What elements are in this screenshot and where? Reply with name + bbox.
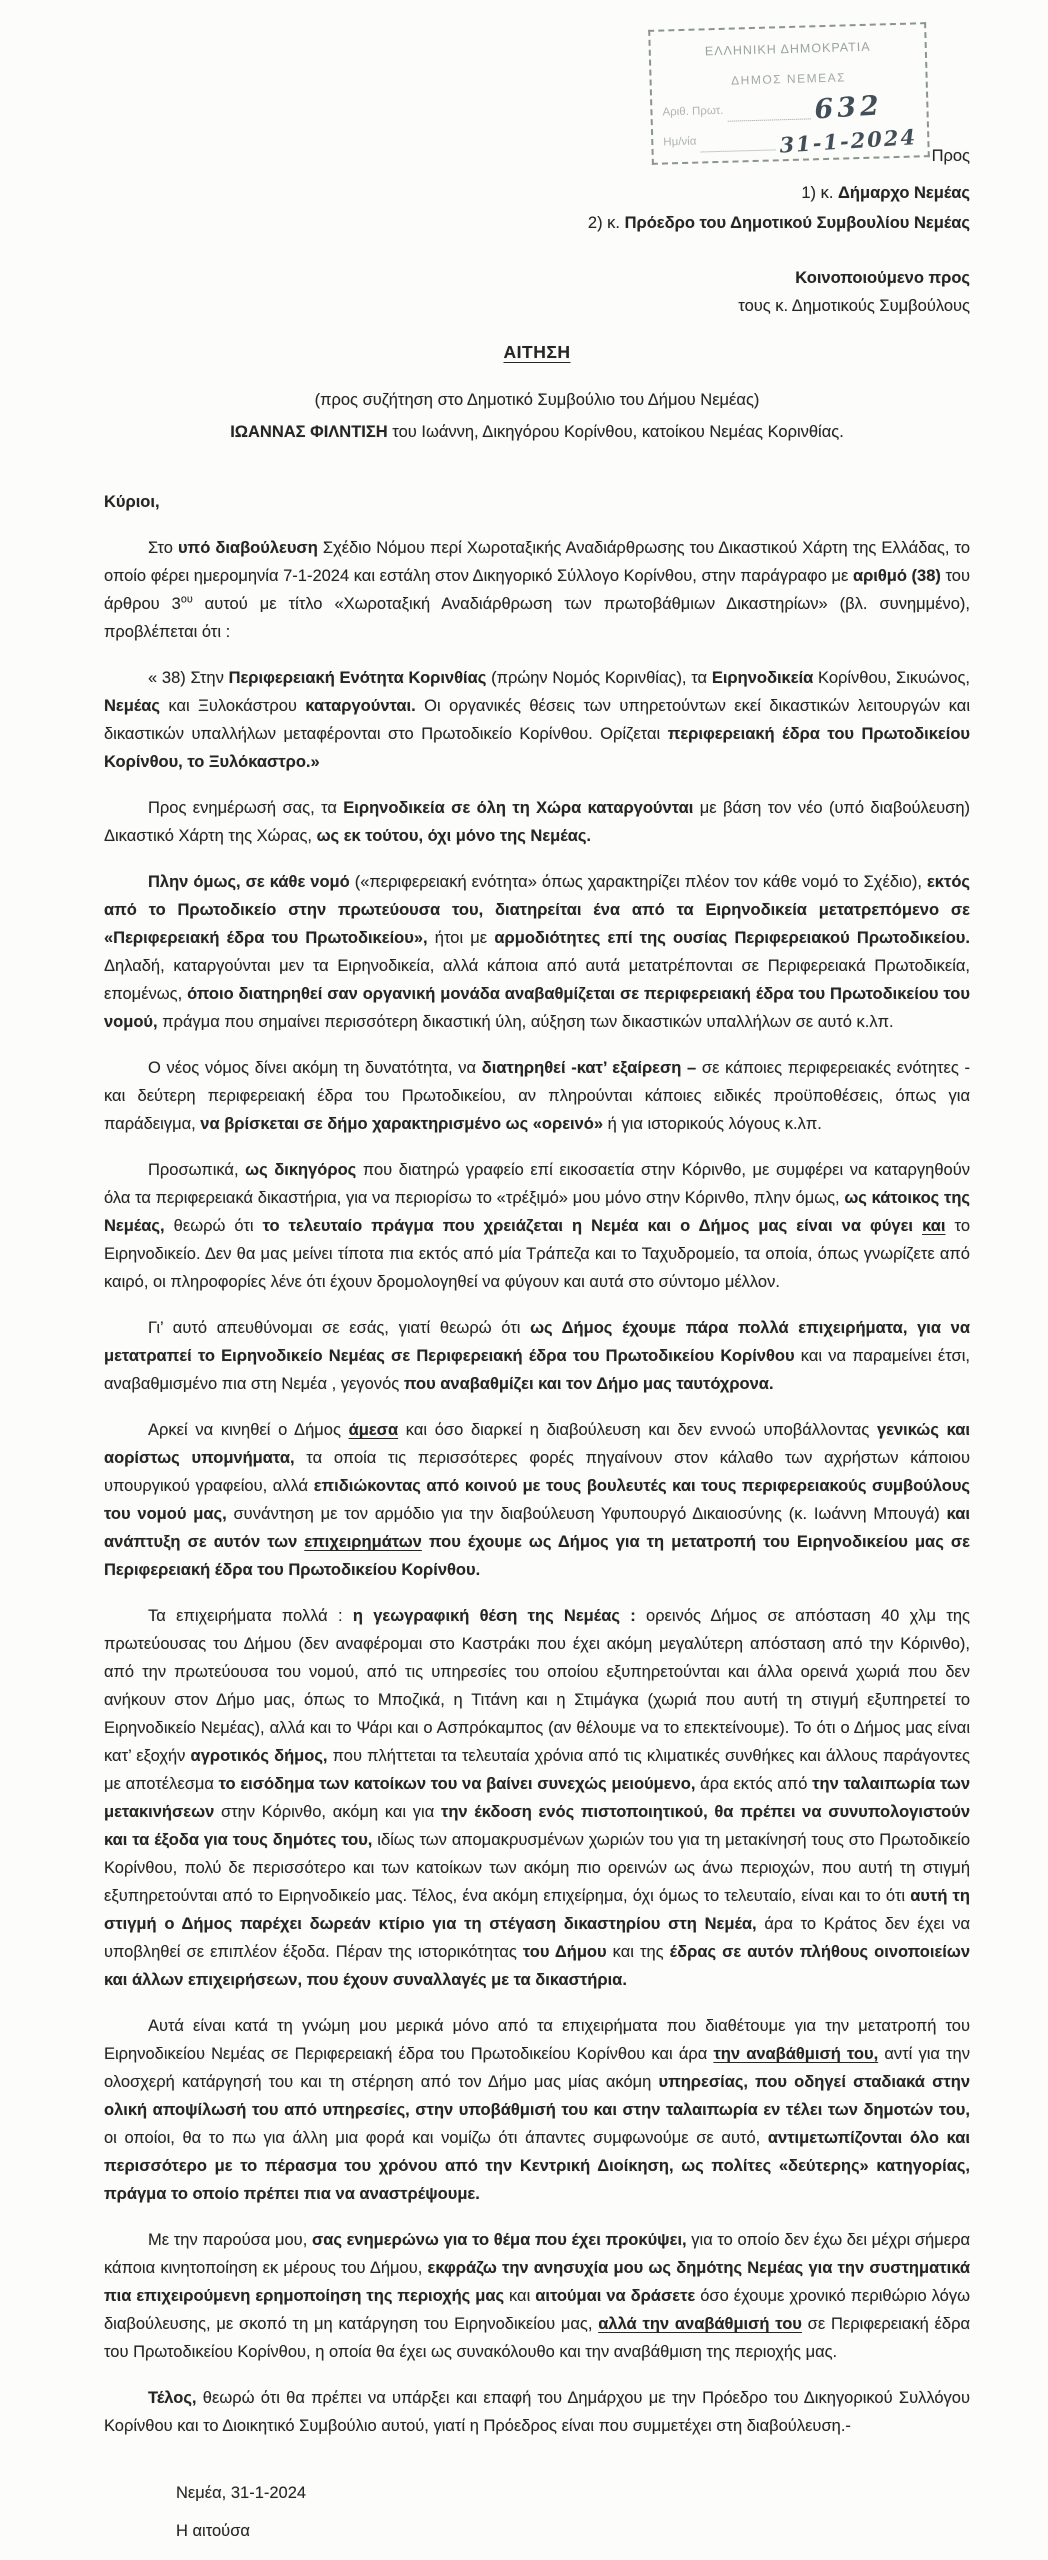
text-segment: το εισόδημα των κατοίκων του να βαίνει συνεχώς μειούμενο, [218, 1775, 696, 1793]
text-segment: Κορίνθου, Σικυώνος, [813, 669, 970, 687]
text-segment: την έκδοση ενός πιστοποιητικού, θα πρέπει να συνυπολογιστούν και τα έξοδα για τους δημότες του, [104, 1803, 970, 1849]
text-segment: Προς ενημέρωσή σας, τα [148, 799, 344, 817]
text-segment: Τα επιχειρήματα πολλά : [148, 1607, 353, 1625]
text-segment: άμεσα [348, 1421, 399, 1439]
text-segment: Αρκεί να κινηθεί ο Δήμος [148, 1421, 349, 1439]
text-segment: για το οποίο δεν έχω δει μέχρι σήμερα κάποια κινητοποίηση εκ μέρους του Δήμου, [104, 2231, 971, 2277]
text-segment: ου [180, 593, 193, 606]
text-segment: όσο έχουμε χρονικό περιθώριο λόγω διαβούλευσης, με σκοπό τη μη κατάργηση του Ειρηνοδικείου μας, [104, 2287, 970, 2333]
applicant-line [104, 418, 970, 446]
cc-recipients: τους κ. Δημοτικούς Συμβούλους [738, 297, 970, 315]
text-segment: Με την παρούσα μου, [148, 2231, 312, 2249]
text-segment: και ανάπτυξη σε αυτόν των [104, 1505, 970, 1551]
text-segment: θεωρώ ότι [164, 1217, 263, 1235]
text-segment: και Ξυλοκάστρου [160, 697, 306, 715]
text-segment: Πρόεδρο του Δημοτικού Συμβουλίου Νεμέας [624, 214, 970, 232]
text-segment: Αυτά είναι κατά τη γνώμη μου μερικά μόνο από τα επιχειρήματα που διαθέτουμε για την μετατροπή του Ειρηνοδικείου Νεμέας σε Περιφερειακή έδρα του Πρωτοδικείου Κορίνθου και άρα [104, 2017, 970, 2063]
text-segment: Δήμαρχο Νεμέας [838, 184, 970, 202]
stamp-protocol-label: Αριθ. Πρωτ. [662, 104, 724, 119]
text-segment: υπηρεσίας, που οδηγεί σταδιακά στην ολική αποψίλωσή του από υπηρεσίες, στην υποβάθμισή του και στην ταλαιπωρία εν τέλει των δημοτών του, [104, 2073, 970, 2119]
text-segment: τα οποία τις περισσότερες φορές πηγαίνουν στον κάλαθο των αχρήστων κάποιου υπουργικού γραφείου, αλλά [104, 1449, 970, 1495]
stamp-date-handwritten: 31-1-2024 [778, 124, 918, 158]
text-segment: γενικώς και αορίστως υπομνήματα, [104, 1421, 971, 1467]
text-segment: σας ενημερώνω για το θέμα που έχει προκύψει, [311, 2231, 687, 2249]
text-segment: το Ειρηνοδικείο. Δεν θα μας μείνει τίποτα πια εκτός από μία Τράπεζα και το Ταχυδρομείο, τα οποία, όπως γνωρίζετε από καιρό, οι πληροφορίες λένε ότι έχουν δρομολογηθεί να φύγουν και αυτά στο σύντομο μέλλον. [104, 1217, 971, 1291]
closing-signature-name [176, 2550, 970, 2560]
text-segment: («περιφερειακή ενότητα» όπως χαρακτηρίζει πλέον τον κάθε νομό το Σχέδιο), [349, 873, 927, 891]
text-segment: ως εκ τούτου, όχι μόνο της Νεμέας. [316, 827, 592, 845]
text-segment: και [922, 1217, 946, 1235]
paragraph-draft-law [104, 534, 970, 646]
paragraph-quote-article-38 [104, 664, 970, 776]
text-segment: με βάση τον νέο (υπό διαβούλευση) Δικαστικό Χάρτη της Χώρας, [104, 799, 970, 845]
text-segment: αυτού με τίτλο «Χωροταξική Αναδιάρθρωση των πρωτοβάθμιων Δικαστηρίων» (βλ. συνημμένο), προβλέπεται ότι : [104, 595, 970, 641]
text-segment: Ο νέος νόμος δίνει ακόμη τη δυνατότητα, να [148, 1059, 482, 1077]
text-segment: του Ιωάννη, Δικηγόρου Κορίνθου, κατοίκου Νεμέας Κορινθίας. [387, 423, 844, 441]
text-segment: αγροτικός δήμος, [190, 1747, 328, 1765]
text-segment: αιτούμαι να δράσετε [535, 2287, 696, 2305]
text-segment: 2) κ. [587, 214, 625, 232]
text-segment: ήτοι με [427, 929, 495, 947]
text-segment: στην Κόρινθο, ακόμη και για [214, 1803, 441, 1821]
text-segment: (πρώην Νομός Κορινθίας), τα [486, 669, 712, 687]
paragraph-regional-seat [104, 868, 970, 1036]
registry-stamp [648, 22, 930, 165]
text-segment: αυτή τη στιγμή ο Δήμος παρέχει δωρεάν κτίριο για τη στέγαση δικαστηρίου στη Νεμέα, [104, 1887, 970, 1933]
text-segment: ως κάτοικος της Νεμέας, [104, 1189, 970, 1235]
text-segment: άρα το Κράτος δεν έχει να υποβληθεί σε επιπλέον έξοδα. Πέραν της ιστορικότητας [104, 1915, 971, 1961]
closing-place-date: Νεμέα, 31-1-2024 [176, 2484, 307, 2502]
text-segment: ορεινός Δήμος σε απόσταση 40 χλμ της πρωτεύουσας του Δήμου (δεν αναφέρομαι στο Καστράκι που έχει ακόμη μεγαλύτερη απόσταση από την Κόρινθο), από την πρωτεύουσα του νομού, από τις υπηρεσίες του οποίου εξυπηρετούνται και άλλα ορεινά χωριά που δεν ανήκουν στον Δήμο μας, όπως το Μποζικά, η Τιτάνη και η Στιμάγκα (χωριά που αυτή τη στιγμή εξυπηρετεί το Ειρηνοδικείο Νεμέας), αλλά και το Ψάρι και ο Ασπρόκαμπος (αν θέλουμε να το επεκτείνουμε). Το ότι ο Δήμος μας είναι κατ’ εξοχήν [104, 1607, 970, 1765]
text-segment: περιφερειακή έδρα του Πρωτοδικείου Κορίνθου, το Ξυλόκαστρο.» [104, 725, 970, 771]
text-segment: του άρθρου 3 [104, 567, 970, 613]
document-subtitle: (προς συζήτηση στο Δημοτικό Συμβούλιο του Δήμου Νεμέας) [314, 391, 760, 409]
text-segment: αριθμό (38) [852, 567, 941, 585]
text-segment: το τελευταίο πράγμα που χρειάζεται η Νεμέα και ο Δήμος μας είναι να φύγει [262, 1217, 923, 1235]
text-segment: αλλά την αναβάθμισή του [598, 2315, 802, 2333]
text-segment: υπό διαβούλευση [177, 539, 318, 557]
closing-block [176, 2474, 970, 2560]
text-segment: σε κάποιες περιφερειακές ενότητες - και δεύτερη περιφερειακή έδρα του Πρωτοδικείου, αν πληρούνται κάποιες ειδικές προϋποθέσεις, όπως για παράδειγμα, [104, 1059, 971, 1133]
text-segment: εκτός από το Πρωτοδικείο στην πρωτεύουσα του, διατηρείται ένα από τα Ειρηνοδικεία μετατρεπόμενο σε «Περιφερειακή έδρα του Πρωτοδικείου», [104, 873, 970, 947]
text-segment: και να παραμείνει έτσι, αναβαθμισμένο πια στη Νεμέα , γεγονός [104, 1347, 970, 1393]
paragraph-request [104, 2226, 970, 2366]
addressee-line [104, 178, 970, 208]
text-segment: διατηρηθεί -κατ’ εξαίρεση – [481, 1059, 697, 1077]
paragraph-appeal-to-municipality [104, 1314, 970, 1398]
paragraph-call-to-action [104, 1416, 970, 1584]
text-segment: Περιφερειακή Ενότητα Κορινθίας [228, 669, 487, 687]
text-segment: Τέλος, [148, 2389, 197, 2407]
text-segment: Οι οργανικές θέσεις των υπηρετούντων εκεί δικαστικών λειτουργών και δικαστικών υπαλλήλων μεταφέρονται στο Πρωτοδικείο Κορίνθου. Ορίζεται [104, 697, 970, 743]
stamp-state-line: ΕΛΛΗΝΙΚΗ ΔΗΜΟΚΡΑΤΙΑ [704, 39, 871, 59]
text-segment: Ειρηνοδικεία σε όλη τη Χώρα καταργούνται [343, 799, 694, 817]
text-segment: να βρίσκεται σε δήμο χαρακτηρισμένο ως «ορεινό» [200, 1115, 604, 1133]
text-segment: του Δήμου [522, 1943, 607, 1961]
text-segment: αρμοδιότητες επί της ουσίας Περιφερειακού Πρωτοδικείου. [494, 929, 970, 947]
paragraph-summary-arguments [104, 2012, 970, 2208]
text-segment: την αναβάθμισή του, [713, 2045, 879, 2063]
text-segment: εκφράζω την ανησυχία μου ως δημότης Νεμέας για την συστηματικά πια επιχειρούμενη ερημοποίηση της περιοχής μας [104, 2259, 970, 2305]
text-segment: Γι’ αυτό απευθύνομαι σε εσάς, γιατί θεωρώ ότι [148, 1319, 531, 1337]
text-segment: « 38) Στην [148, 669, 229, 687]
text-segment: θεωρώ ότι θα πρέπει να υπάρξει και επαφή του Δημάρχου με την Πρόεδρο του Δικηγορικού Συλλόγου Κορίνθου και το Διοικητικό Συμβούλιο αυτού, γιατί η Πρόεδρος είναι που συμμετέχει στη διαβούλευση.- [104, 2389, 970, 2435]
addressee-list [104, 178, 970, 238]
stamp-dotted-line [700, 139, 775, 152]
text-segment: πράγμα που σημαίνει περισσότερη δικαστική ύλη, αύξηση των δικαστικών υπαλλήλων σε αυτό κ.λπ. [157, 1013, 894, 1031]
text-segment: Δηλαδή, καταργούνται μεν τα Ειρηνοδικεία, αλλά κάποια από αυτά μετατρέπονται σε Περιφερειακά Πρωτοδικεία, επομένως, [104, 957, 970, 1003]
text-segment: και [504, 2287, 536, 2305]
cc-heading: Κοινοποιούμενο προς [795, 269, 970, 287]
text-segment: αντιμετωπίζονται όλο και περισσότερο με το πέρασμα του χρόνου από την Κεντρική Διοίκηση, ως πολίτες «δεύτερης» κατηγορίας, πράγμα το οποίο πρέπει πια να αναστρέψουμε. [104, 2129, 970, 2203]
text-segment: ΙΩΑΝΝΑΣ ΦΙΛΝΤΙΣΗ [230, 423, 388, 441]
text-segment: σε Περιφερειακή έδρα του Πρωτοδικείου Κορίνθου, η οποία θα έχει ως συνακόλουθο και την αναβάθμιση της περιοχής μας. [104, 2315, 970, 2361]
text-segment: έδρας σε αυτόν πλήθους οινοποιείων και άλλων επιχειρήσεων, που έχουν συναλλαγές με τα δικαστήρια. [104, 1943, 970, 1989]
document-title: ΑΙΤΗΣΗ [503, 342, 571, 362]
text-segment: Πλην όμως, σε κάθε νομό [148, 873, 350, 891]
text-segment: η γεωγραφική θέση της Νεμέας : [352, 1607, 636, 1625]
addressee-heading: Προς [931, 147, 970, 165]
text-segment: που πλήττεται τα τελευταία χρόνια από τις κλιματικές συνθήκες και άλλους παράγοντες με αποτέλεσμα [104, 1747, 971, 1793]
text-segment: ως δικηγόρος [245, 1161, 357, 1179]
text-segment: που έχουμε ως Δήμος για τη μετατροπή του Ειρηνοδικείου μας σε Περιφερειακή έδρα του Πρωτοδικείου Κορίνθου. [104, 1533, 970, 1579]
text-segment: Ειρηνοδικεία [711, 669, 814, 687]
text-segment: επιχειρημάτων [304, 1533, 422, 1551]
stamp-dotted-line [727, 108, 810, 121]
text-segment: οι οποίοι, θα το πω για άλλη μια φορά και νομίζω ότι άπαντες συμφωνούμε σε αυτό, [104, 2129, 768, 2147]
stamp-date-row [663, 121, 918, 156]
addressee-line [104, 208, 970, 238]
text-segment: καταργούνται. [305, 697, 416, 715]
text-segment: άρα εκτός από [695, 1775, 813, 1793]
stamp-municipality-line: ΔΗΜΟΣ ΝΕΜΕΑΣ [730, 70, 847, 88]
text-segment: Σχέδιο Νόμου περί Χωροταξικής Αναδιάρθρωσης του Δικαστικού Χάρτη της Ελλάδας, το οποίο φέρει ημερομηνία 7-1-2024 και εστάλη στον Δικηγορικό Σύλλογο Κορίνθου, στην παράγραφο με [104, 539, 970, 585]
stamp-protocol-number-handwritten: 632 [813, 90, 884, 126]
text-segment: ιδίως των απομακρυσμένων χωριών του για τη μετακίνησή τους στο Πρωτοδικείο Κορίνθου, πολύ δε περισσότερο και των κατοίκων των ακόμη πιο ορεινών ως άνω περιοχών, που αυτή τη στιγμή εξυπηρετούνται από το Ειρηνοδικείο μας. Τέλος, ένα ακόμη επιχείρημα, όχι όμως το τελευταίο, είναι και το ότι [104, 1831, 970, 1905]
paragraph-info-abolition [104, 794, 970, 850]
text-segment: 1) κ. [801, 184, 839, 202]
text-segment: επιδιώκοντας από κοινού με τους βουλευτές και τους περιφερειακούς συμβούλους του νομού μας, [104, 1477, 971, 1523]
closing-signature-label: Η αιτούσα [176, 2522, 250, 2540]
text-segment: Νεμέας [104, 697, 161, 715]
paragraph-personal-view [104, 1156, 970, 1296]
salutation: Κύριοι, [104, 493, 160, 511]
text-segment: αντί για την ολοσχερή κατάργησή του και τη στέρηση από τον Δήμο μας μίας ακόμη [104, 2045, 970, 2091]
text-segment: Στο [148, 539, 178, 557]
paragraph-arguments [104, 1602, 970, 1994]
paragraph-final-note [104, 2384, 970, 2440]
text-segment: Προσωπικά, [148, 1161, 246, 1179]
text-segment: που αναβαθμίζει και τον Δήμο μας ταυτόχρονα. [403, 1375, 774, 1393]
text-segment: ή για ιστορικούς λόγους κ.λπ. [603, 1115, 822, 1133]
stamp-protocol-row [662, 91, 917, 126]
stamp-date-label: Ημ/νία [663, 135, 697, 149]
text-segment: συνάντηση με τον αρμόδιο για την διαβούλευση Υφυπουργό Δικαιοσύνης (κ. Ιωάννη Μπουγά) [226, 1505, 947, 1523]
paragraph-exception-second-seat [104, 1054, 970, 1138]
text-segment: την ταλαιπωρία των μετακινήσεων [104, 1775, 970, 1821]
text-segment: που διατηρώ γραφείο επί εικοσαετία στην Κόρινθο, με συμφέρει να καταργηθούν όλα τα περιφερειακά δικαστήρια, για να περιορίσω το «τρέξιμό» μου μόνο στην Κόρινθο, πλην όμως, [104, 1161, 970, 1207]
text-segment: ως Δήμος έχουμε πάρα πολλά επιχειρήματα, για να μετατραπεί το Ειρηνοδικείο Νεμέας σε Περιφερειακή έδρα του Πρωτοδικείου Κορίνθου [104, 1319, 971, 1365]
text-segment: όποιο διατηρηθεί σαν οργανική μονάδα αναβαθμίζεται σε περιφερειακή έδρα του Πρωτοδικείου του νομού, [104, 985, 970, 1031]
text-segment: και της [606, 1943, 670, 1961]
text-segment: και όσο διαρκεί η διαβούλευση και δεν εννοώ υποβάλλοντας [398, 1421, 877, 1439]
